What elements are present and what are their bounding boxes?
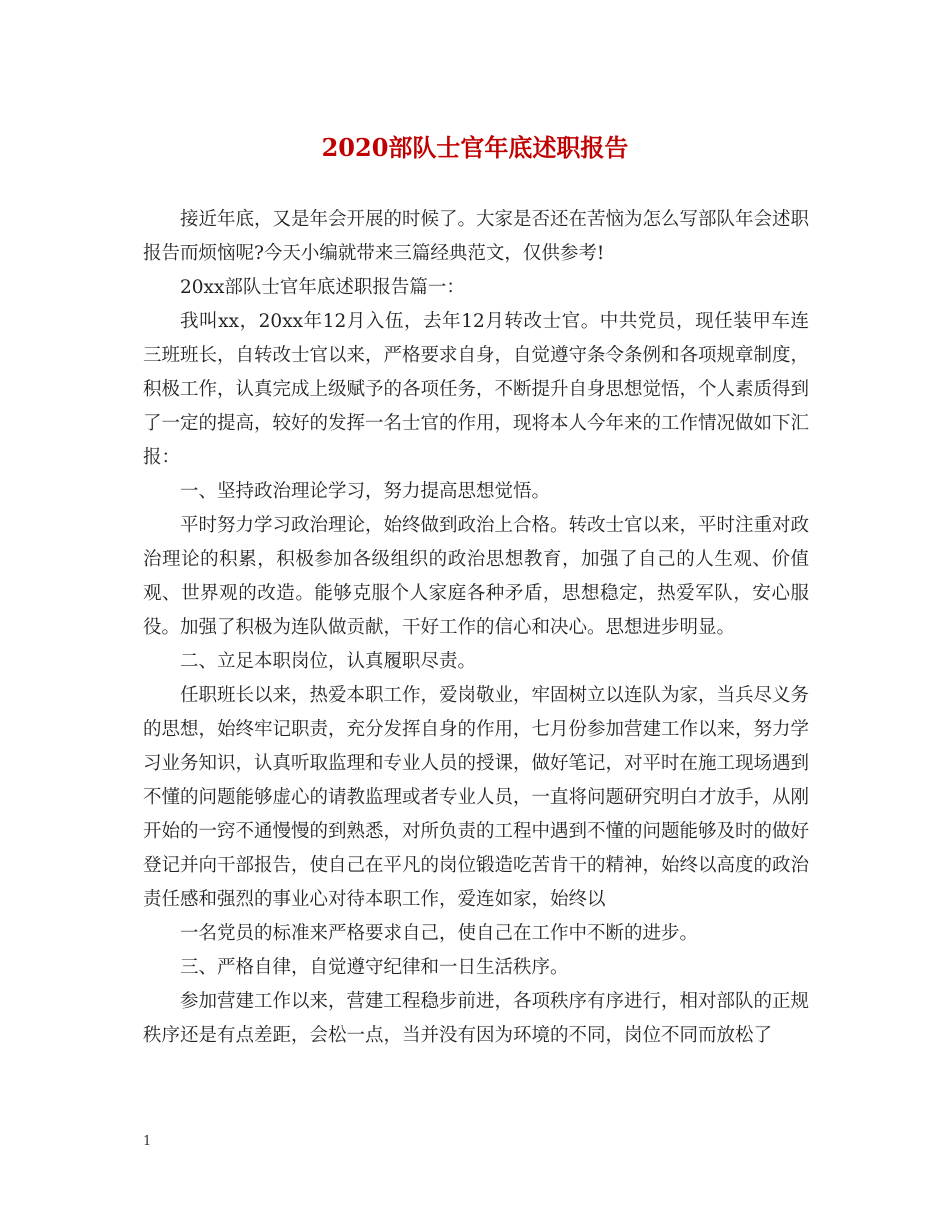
self-introduction-paragraph: 我叫xx，20xx年12月入伍，去年12月转改士官。中共党员，现任装甲车连三班班长，自转改士官以来，严格要求自身，自觉遵守条令条例和各项规章制度，积极工作，认真完成上级赋予的各项任务，不断提升自身思想觉悟，个人素质得到了一定的提高，较好的发挥一名士官的作用，现将本人今年来的工作情况做如下汇报： <box>143 311 810 468</box>
job-duties-paragraph: 任职班长以来，热爱本职工作，爱岗敬业，牢固树立以连队为家，当兵尽义务的思想，始终牢记职责，充分发挥自身的作用，七月份参加营建工作以来，努力学习业务知识，认真听取监理和专业人员的授课，做好笔记，对平时在施工现场遇到不懂的问题能够虚心的请教监理或者专业人员，一直将问题研究明白才放手，从刚开始的一窍不通慢慢的到熟悉，对所负责的工程中遇到不懂的问题能够及时的做好登记并向干部报告，使自己在平凡的岗位锻造吃苦肯干的精神，始终以高度的政治责任感和强烈的事业心对待本职工作，爱连如家，始终以 <box>143 685 810 910</box>
document-body <box>143 203 809 1053</box>
heading-job-duties: 二、立足本职岗位，认真履职尽责。 <box>180 651 477 672</box>
political-study-paragraph: 平时努力学习政治理论，始终做到政治上合格。转改士官以来，平时注重对政治理论的积累，积极参加各级组织的政治思想教育，加强了自己的人生观、价值观、世界观的改造。能够克服个人家庭各种矛盾，思想稳定，热爱军队，安心服役。加强了积极为连队做贡献，干好工作的信心和决心。思想进步明显。 <box>143 515 810 638</box>
section-heading-article-one: 20xx部队士官年底述职报告篇一： <box>180 277 465 298</box>
heading-political-study: 一、坚持政治理论学习，努力提高思想觉悟。 <box>180 481 551 502</box>
party-member-standard-paragraph: 一名党员的标准来严格要求自己，使自己在工作中不断的进步。 <box>180 923 699 944</box>
heading-self-discipline: 三、严格自律，自觉遵守纪律和一日生活秩序。 <box>180 957 569 978</box>
self-discipline-paragraph: 参加营建工作以来，营建工程稳步前进，各项秩序有序进行，相对部队的正规秩序还是有点差距，会松一点，当并没有因为环境的不同，岗位不同而放松了 <box>143 991 810 1046</box>
intro-paragraph: 接近年底，又是年会开展的时候了。大家是否还在苦恼为怎么写部队年会述职报告而烦恼呢?今天小编就带来三篇经典范文，仅供参考! <box>143 209 810 264</box>
page-number: 1 <box>143 1134 152 1149</box>
document-title: 2020部队士官年底述职报告 <box>321 133 629 162</box>
